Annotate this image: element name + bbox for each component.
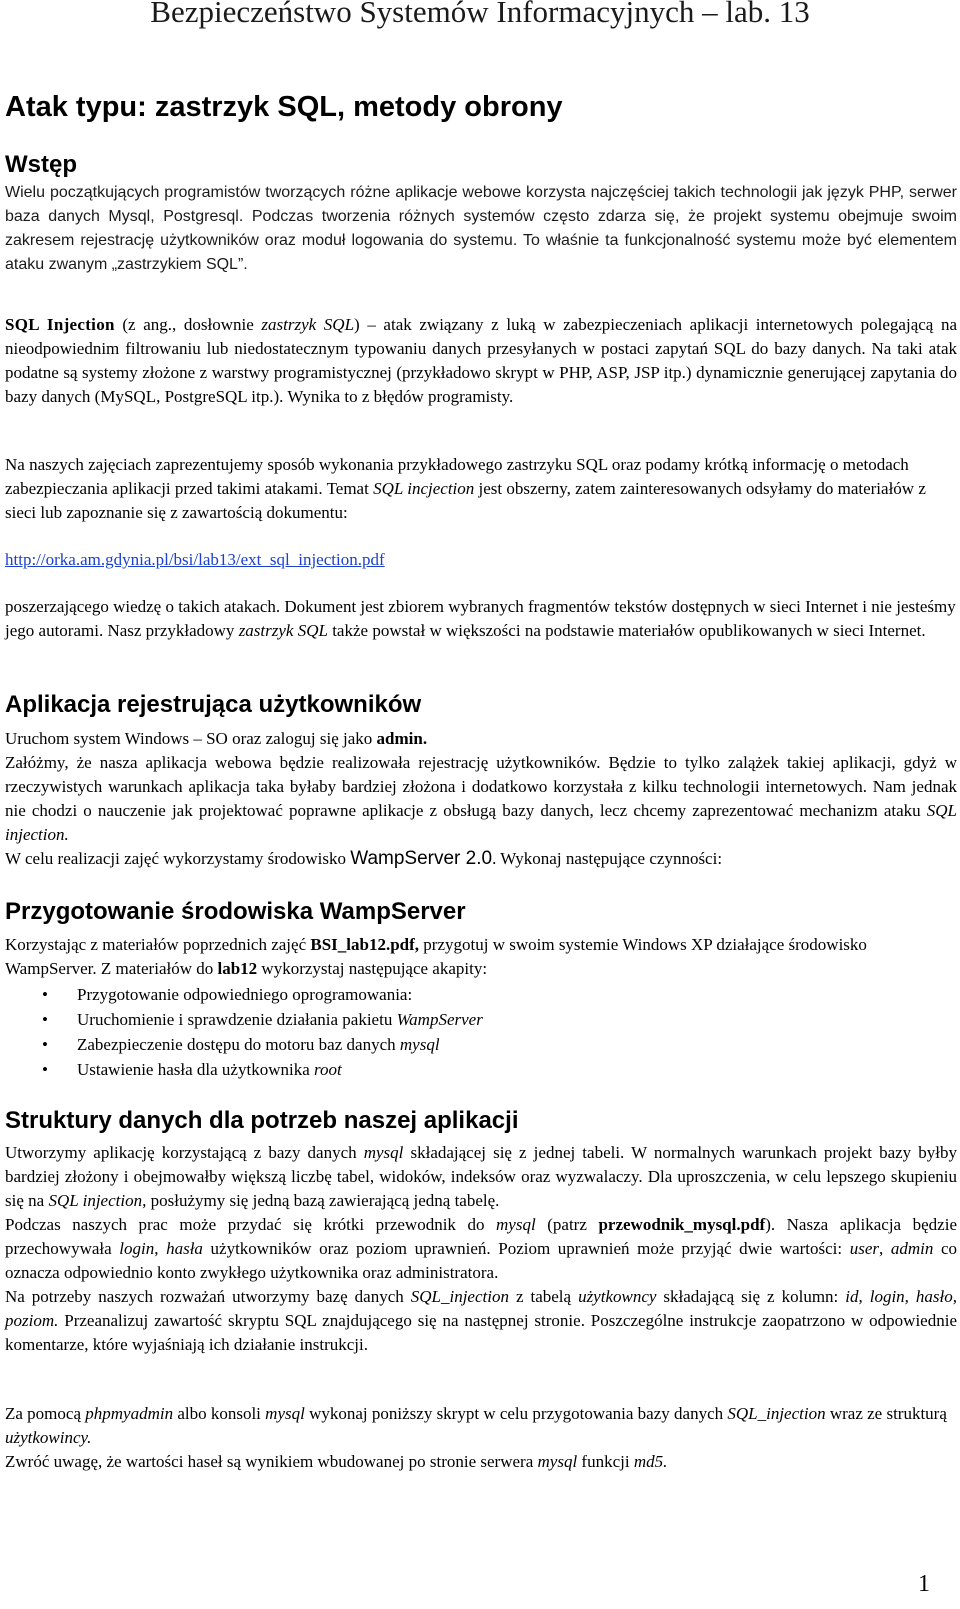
bullet-icon: • bbox=[42, 1035, 48, 1054]
wamp-steps-list bbox=[5, 982, 957, 1082]
list-item: • Zabezpieczenie dostępu do motoru baz danych mysql bbox=[5, 1032, 957, 1057]
bullet-icon: • bbox=[42, 1060, 48, 1079]
section-heading-wampserver: Przygotowanie środowiska WampServer bbox=[5, 898, 466, 925]
section-heading-app: Aplikacja rejestrująca użytkowników bbox=[5, 691, 422, 718]
data-paragraph-guide: Podczas naszych prac może przydać się krótki przewodnik do mysql (patrz przewodnik_mysql.pdf). Nasza aplikacja będzie przechowywała login, hasła użytkowników oraz poziom uprawnień. Poziom uprawnień może przyjąć dwie wartości: user, admin co oznacza odpowiednio konto zwykłego użytkownika oraz administratora. bbox=[5, 1215, 958, 1282]
intro-paragraph-lab-plan: Na naszych zajęciach zaprezentujemy sposób wykonania przykładowego zastrzyku SQL oraz podamy krótką informację o metodach zabezpieczania aplikacji przed takimi atakami. Temat SQL incjection jest obszerny, zatem zainteresowanych odsyłamy do materiałów z sieci lub zapoznanie się z zawartością dokumentu: bbox=[5, 455, 926, 522]
external-document-link[interactable]: http://orka.am.gdynia.pl/bsi/lab13/ext_sql_injection.pdf bbox=[5, 550, 385, 569]
data-section-script-instructions bbox=[5, 1402, 957, 1474]
sql-injection-definition: SQL Injection (z ang., dosłownie zastrzyk SQL) – atak związany z luką w zabezpieczeniach aplikacji internetowych polegającą na nieodpowiednim filtrowaniu lub niedostatecznym typowaniu danych przesyłanych w postaci zapytań SQL do bazy danych. Na taki atak podatne są systemy złożone z warstwy programistycznej (przykładowo skrypt w PHP, ASP, JSP itp.) dynamicznie generującej zapytania do bazy danych (MySQL, PostgreSQL itp.). Wynika to z błędów programisty. bbox=[5, 315, 958, 406]
data-paragraph-database: Utworzymy aplikację korzystającą z bazy danych mysql składającej się z jednej tabeli. W normalnych warunkach projekt bazy byłby bardziej złożony i obejmowałby większą liczbę tabel, widoków, indeksów oraz wyzwalaczy. Dla uproszczenia, w celu lepszego skupieniu się na SQL injection, posłużymy się jedną bazą zawierającą jedną tabelę. bbox=[5, 1143, 957, 1210]
external-document-link-row bbox=[5, 548, 957, 572]
bullet-icon: • bbox=[42, 1010, 48, 1029]
wamp-paragraph: Korzystając z materiałów poprzednich zajęć BSI_lab12.pdf, przygotuj w swoim systemie Windows XP działające środowisko WampServer. Z materiałów do lab12 wykorzystaj następujące akapity: bbox=[5, 935, 867, 978]
environment-instruction: W celu realizacji zajęć wykorzystamy środowisko WampServer 2.0. Wykonaj następujące czynności: bbox=[5, 848, 723, 869]
md5-note: Zwróć uwagę, że wartości haseł są wynikiem wbudowanej po stronie serwera mysql funkcji md5. bbox=[5, 1452, 668, 1471]
script-instruction: Za pomocą phpmyadmin albo konsoli mysql wykonaj poniższy skrypt w celu przygotowania bazy danych SQL_injection wraz ze strukturą użytkowincy. bbox=[5, 1404, 947, 1447]
login-instruction: Uruchom system Windows – SO oraz zaloguj się jako admin. bbox=[5, 729, 428, 748]
bullet-icon: • bbox=[42, 985, 48, 1004]
intro-paragraph-sources: poszerzającego wiedzę o takich atakach. Dokument jest zbiorem wybranych fragmentów tekstów dostępnych w sieci Internet i nie jesteśmy jego autorami. Nasz przykładowy zastrzyk SQL także powstał w większości na podstawie materiałów opublikowanych w sieci Internet. bbox=[5, 597, 956, 640]
app-description: Załóżmy, że nasza aplikacja webowa będzie realizowała rejestrację użytkowników. Będzie to tylko zalążek takiej aplikacji, gdyż w rzeczywistych warunkach aplikacja taka byłaby bardziej złożona i dodatkowo korzystała z kilku technologii internetowych. Nam jednak nie chodzi o nauczenie jak projektować poprawne aplikacje z obsługą bazy danych, lecz chcemy zaprezentować mechanizm ataku SQL injection. bbox=[5, 753, 957, 844]
running-header: Bezpieczeństwo Systemów Informacyjnych – lab. 13 bbox=[150, 0, 810, 29]
app-section-body bbox=[5, 727, 957, 871]
page-number: 1 bbox=[918, 1571, 930, 1597]
list-item: • Ustawienie hasła dla użytkownika root bbox=[5, 1057, 957, 1082]
data-paragraph-table: Na potrzeby naszych rozważań utworzymy bazę danych SQL_injection z tabelą użytkowncy składającą się z kolumn: id, login, hasło, poziom. Przeanalizuj zawartość skryptu SQL znajdującego się na następnej stronie. Poszczególne instrukcje zaopatrzono w odpowiednie komentarze, które wyjaśniają ich działanie instrukcji. bbox=[5, 1287, 958, 1354]
term-sql-injection: SQL Injection bbox=[5, 315, 115, 334]
list-item: • Uruchomienie i sprawdzenie działania pakietu WampServer bbox=[5, 1007, 957, 1032]
data-section-body bbox=[5, 1141, 957, 1357]
document-title: Atak typu: zastrzyk SQL, metody obrony bbox=[5, 91, 563, 123]
section-heading-data-structures: Struktury danych dla potrzeb naszej aplikacji bbox=[5, 1107, 519, 1134]
section-heading-intro: Wstęp bbox=[5, 151, 77, 178]
intro-paragraph: Wielu początkujących programistów tworzących różne aplikacje webowe korzysta najczęściej takich technologii jak język PHP, serwer baza danych Mysql, Postgresql. Podczas tworzenia różnych systemów często zdarza się, że projekt systemu obejmuje swoim zakresem rejestrację użytkowników oraz moduł logowania do systemu. To właśnie ta funkcjonalność systemu może być elementem ataku zwanym „zastrzykiem SQL”. bbox=[5, 184, 957, 273]
list-item: • Przygotowanie odpowiedniego oprogramowania: bbox=[5, 982, 957, 1007]
